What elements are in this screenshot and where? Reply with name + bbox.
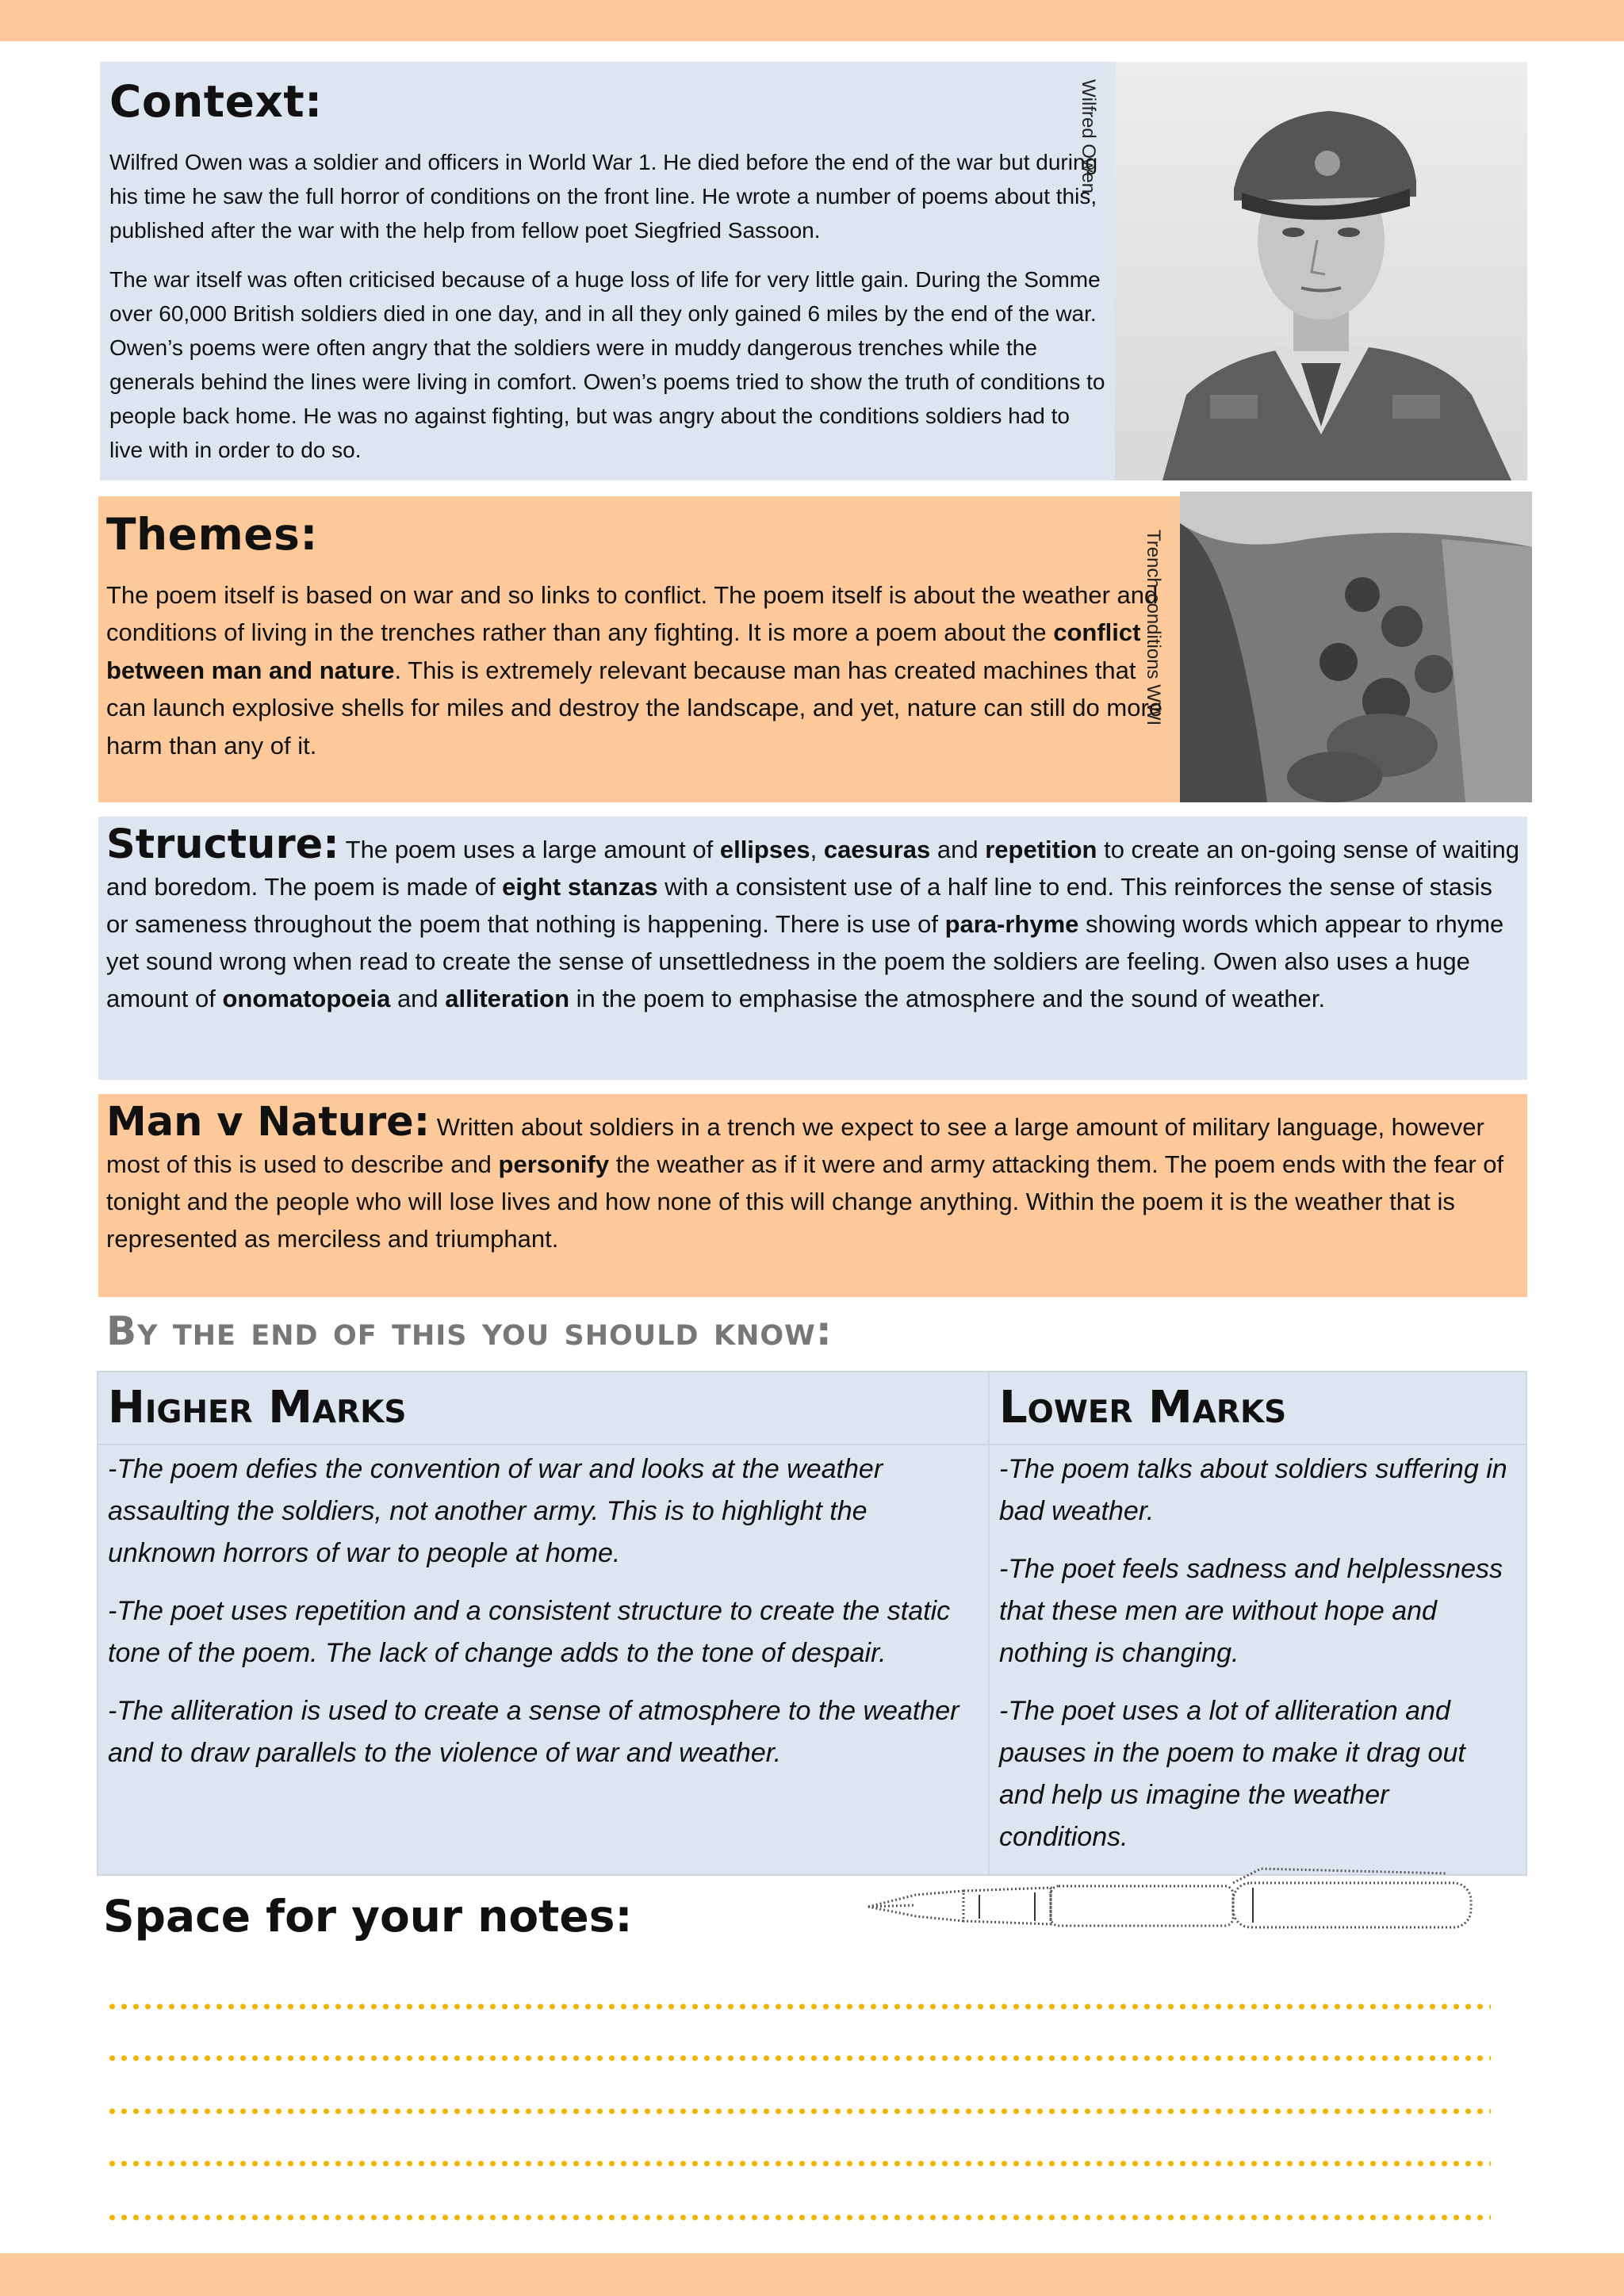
themes-key-phrase: conflict between man and nature (106, 618, 1141, 684)
higher-marks-header: Higher Marks (98, 1372, 989, 1445)
notes-line (106, 2214, 1491, 2221)
higher-marks-cell (98, 1445, 989, 1875)
context-paragraph-2: The war itself was often criticised because of a huge loss of life for very little gain. During the Somme over 60,000 British soldiers died in one day, and in all they only gained 6 miles by the end of the war. Owen’s poems were often angry that the soldiers were in muddy dangerous trenches while the generals behind the lines were living in comfort. Owen’s poems tried to show the truth of conditions to people back home. He was no against fighting, but was angry about the conditions soldiers had to live with in order to do so. (109, 266, 1105, 462)
wilfred-owen-photo (1115, 62, 1527, 480)
lower-point: -The poet uses a lot of alliteration and pauses in the poem to make it drag out and help us imagine the weather conditions. (999, 1696, 1465, 1852)
notes-line (106, 2107, 1491, 2115)
themes-panel (98, 496, 1180, 802)
higher-point: -The alliteration is used to create a sense of atmosphere to the weather and to draw parallels to the violence of war and weather. (108, 1696, 959, 1768)
lower-point: -The poet feels sadness and helplessness that these men are without hope and nothing is changing. (999, 1554, 1503, 1668)
structure-panel (98, 817, 1527, 1080)
context-paragraph-1: Wilfred Owen was a soldier and officers in World War 1. He died before the end of the war but during his time he saw the full horror of conditions on the front line. He wrote a number of poems about this, published after the war with the help from fellow poet Siegfried Sassoon. (109, 149, 1098, 243)
lower-point: -The poem talks about soldiers suffering in bad weather. (999, 1454, 1507, 1526)
notes-title: Space for your notes: (103, 1891, 633, 1942)
notes-line (106, 2054, 1491, 2062)
structure-title: Structure: (106, 821, 339, 868)
notes-line (106, 2003, 1491, 2011)
themes-title: Themes: (106, 509, 318, 560)
context-panel (100, 62, 1115, 480)
lower-marks-cell (989, 1445, 1526, 1875)
lower-marks-header: Lower Marks (989, 1372, 1526, 1445)
man-v-nature-panel (98, 1094, 1527, 1297)
notes-line (106, 2160, 1491, 2168)
higher-point: -The poem defies the convention of war and looks at the weather assaulting the soldiers, not another army. This is to highlight the unknown horrors of war to people at home. (108, 1454, 883, 1568)
man-v-nature-title: Man v Nature: (106, 1099, 431, 1146)
trench-photo-caption: Trench conditions WWI (1143, 530, 1164, 726)
higher-point: -The poet uses repetition and a consistent structure to create the static tone of the poem. The lack of change adds to the tone of despair. (108, 1596, 951, 1668)
themes-paragraph: The poem itself is based on war and so links to conflict. The poem itself is about the weather and conditions of living in the trenches rather than any fighting. It is more a poem about the conflict between man and nature. This is extremely relevant because man has created machines that can launch explosive shells for miles and destroy the landscape, and yet, nature can still do more harm than any of it. (106, 580, 1163, 760)
fountain-pen-icon (860, 1859, 1487, 1938)
top-band (0, 0, 1624, 41)
know-heading: By the end of this you should know: (106, 1308, 833, 1354)
man-v-nature-paragraph: Man v Nature: Written about soldiers in a trench we expect to see a large amount of military language, however most of this is used to describe and personify the weather as if it were and army attacking them. The poem ends with the fear of tonight and the people who will lose lives and how none of this will change anything. Within the poem it is the weather that is represented as merciless and triumphant. (106, 1099, 1504, 1253)
trench-photo (1180, 492, 1532, 802)
context-title: Context: (109, 76, 323, 127)
structure-paragraph: Structure: The poem uses a large amount of ellipses, caesuras and repetition to create an on-going sense of waiting and boredom. The poem is made of eight stanzas with a consistent use of a half line to end. This reinforces the sense of stasis or sameness throughout the poem that nothing is happening. There is use of para-rhyme showing words which appear to rhyme yet sound wrong when read to create the sense of unsettledness in the poem the soldiers are feeling. Owen also uses a huge amount of onomatopoeia and alliteration in the poem to emphasise the atmosphere and the sound of weather. (106, 821, 1519, 1012)
owen-photo-caption: Wilfred Owen (1078, 79, 1099, 194)
marks-table (97, 1371, 1527, 1876)
bottom-band (0, 2253, 1624, 2296)
